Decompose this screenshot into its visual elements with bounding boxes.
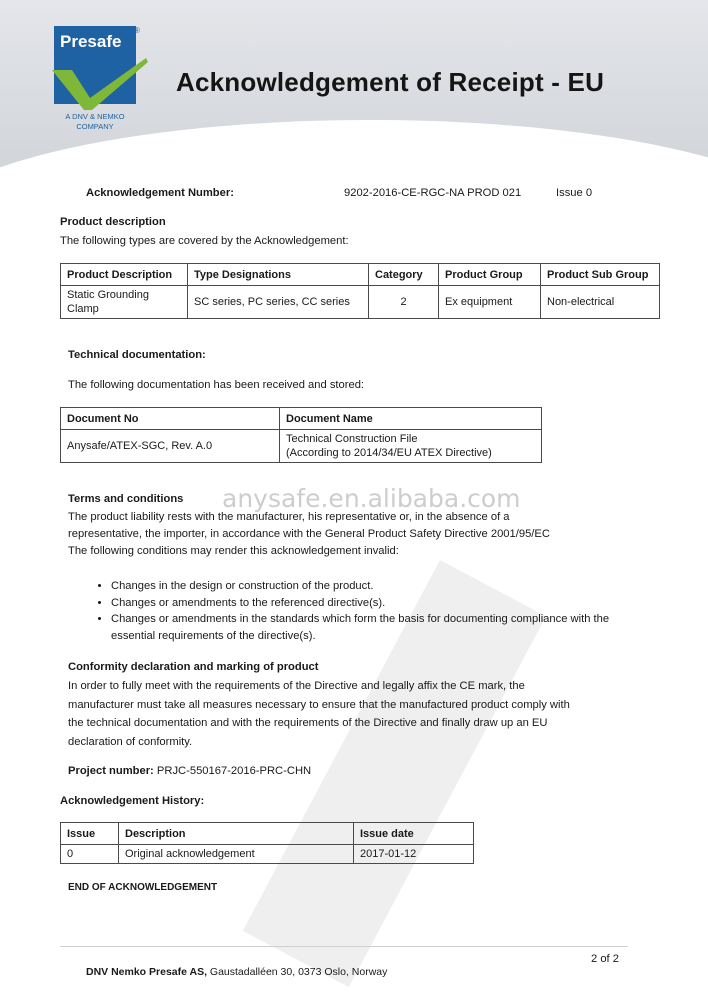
end-of-acknowledgement: END OF ACKNOWLEDGEMENT [68, 882, 218, 893]
conformity-line: declaration of conformity. [68, 735, 193, 748]
table-header: Document Name [280, 408, 542, 430]
table-header: Category [369, 264, 439, 286]
terms-heading: Terms and conditions [68, 493, 184, 505]
techdoc-table [60, 407, 542, 463]
logo-subline-1: A DNV & NEMKO [65, 112, 125, 121]
conformity-body [68, 677, 570, 751]
footer-divider [60, 946, 628, 947]
techdoc-intro: The following documentation has been received and stored: [68, 379, 365, 391]
checkmark-icon [50, 56, 150, 112]
product-heading: Product description [60, 216, 166, 228]
watermark-text: anysafe.en.alibaba.com [222, 484, 521, 513]
history-heading: Acknowledgement History: [60, 795, 205, 807]
logo-registered-mark: ® [134, 26, 140, 35]
logo-subline [50, 112, 140, 132]
list-item: • Changes or amendments to the referenced directive(s). [111, 595, 631, 612]
table-cell: Ex equipment [439, 286, 541, 319]
table-cell: 2017-01-12 [354, 845, 474, 864]
page-number: 2 of 2 [591, 953, 619, 965]
ack-number-value: 9202-2016-CE-RGC-NA PROD 021 [344, 187, 522, 199]
ack-issue: Issue 0 [556, 187, 593, 199]
table-row [61, 430, 542, 463]
terms-line: The following conditions may render this acknowledgement invalid: [68, 545, 399, 557]
conformity-line: the technical documentation and with the requirements of the Directive and finally draw up an EU [68, 717, 548, 729]
list-item: • Changes in the design or construction of the product. [111, 578, 631, 595]
history-table [60, 822, 474, 864]
table-row [61, 286, 660, 319]
conformity-line: In order to fully meet with the requirements of the Directive and legally affix the CE mark, the [68, 680, 525, 692]
table-header: Type Designations [188, 264, 369, 286]
ack-number-label: Acknowledgement Number: [86, 187, 234, 199]
table-header-row [61, 823, 474, 845]
table-header: Product Group [439, 264, 541, 286]
footer-company: DNV Nemko Presafe AS, [86, 966, 207, 978]
table-cell: Non-electrical [541, 286, 660, 319]
product-table [60, 263, 660, 319]
logo-subline-2: COMPANY [76, 122, 114, 131]
footer-address [86, 966, 387, 978]
product-intro: The following types are covered by the Acknowledgement: [60, 235, 349, 247]
table-cell: Static Grounding Clamp [61, 286, 188, 319]
conditions-list [90, 578, 631, 644]
conformity-line: manufacturer must take all measures necessary to ensure that the manufactured product comply with [68, 698, 570, 711]
document-title: Acknowledgement of Receipt - EU [176, 67, 605, 97]
conformity-heading: Conformity declaration and marking of product [68, 661, 319, 673]
terms-line: representative, the importer, in accordance with the General Product Safety Directive 2001/95/EC [68, 528, 550, 540]
presafe-logo [50, 26, 150, 136]
table-header: Document No [61, 408, 280, 430]
table-row [61, 845, 474, 864]
table-cell: SC series, PC series, CC series [188, 286, 369, 319]
doc-name-line-1: Technical Construction File [286, 433, 418, 445]
table-cell: Original acknowledgement [119, 845, 354, 864]
list-item: • Changes or amendments in the standards which form the basis for documenting compliance with the essential requirements of the directive(s). [111, 611, 631, 644]
table-header: Product Sub Group [541, 264, 660, 286]
table-header: Issue date [354, 823, 474, 845]
project-number [68, 764, 311, 778]
project-number-value: PRJC-550167-2016-PRC-CHN [156, 765, 312, 777]
terms-line: The product liability rests with the manufacturer, his representative or, in the absence of a [68, 511, 510, 523]
table-cell: Anysafe/ATEX-SGC, Rev. A.0 [61, 430, 280, 463]
logo-name: Presafe [60, 32, 122, 51]
table-header: Issue [61, 823, 119, 845]
project-number-label: Project number: [68, 765, 154, 777]
table-cell: 2 [369, 286, 439, 319]
terms-body [68, 509, 550, 560]
techdoc-heading: Technical documentation: [68, 349, 206, 361]
table-header-row [61, 408, 542, 430]
table-header: Description [119, 823, 354, 845]
table-header: Product Description [61, 264, 188, 286]
table-header-row [61, 264, 660, 286]
doc-name-line-2: (According to 2014/34/EU ATEX Directive) [286, 447, 492, 459]
table-cell [280, 430, 542, 463]
table-cell: 0 [61, 845, 119, 864]
footer-street: Gaustadalléen 30, 0373 Oslo, Norway [209, 966, 388, 978]
